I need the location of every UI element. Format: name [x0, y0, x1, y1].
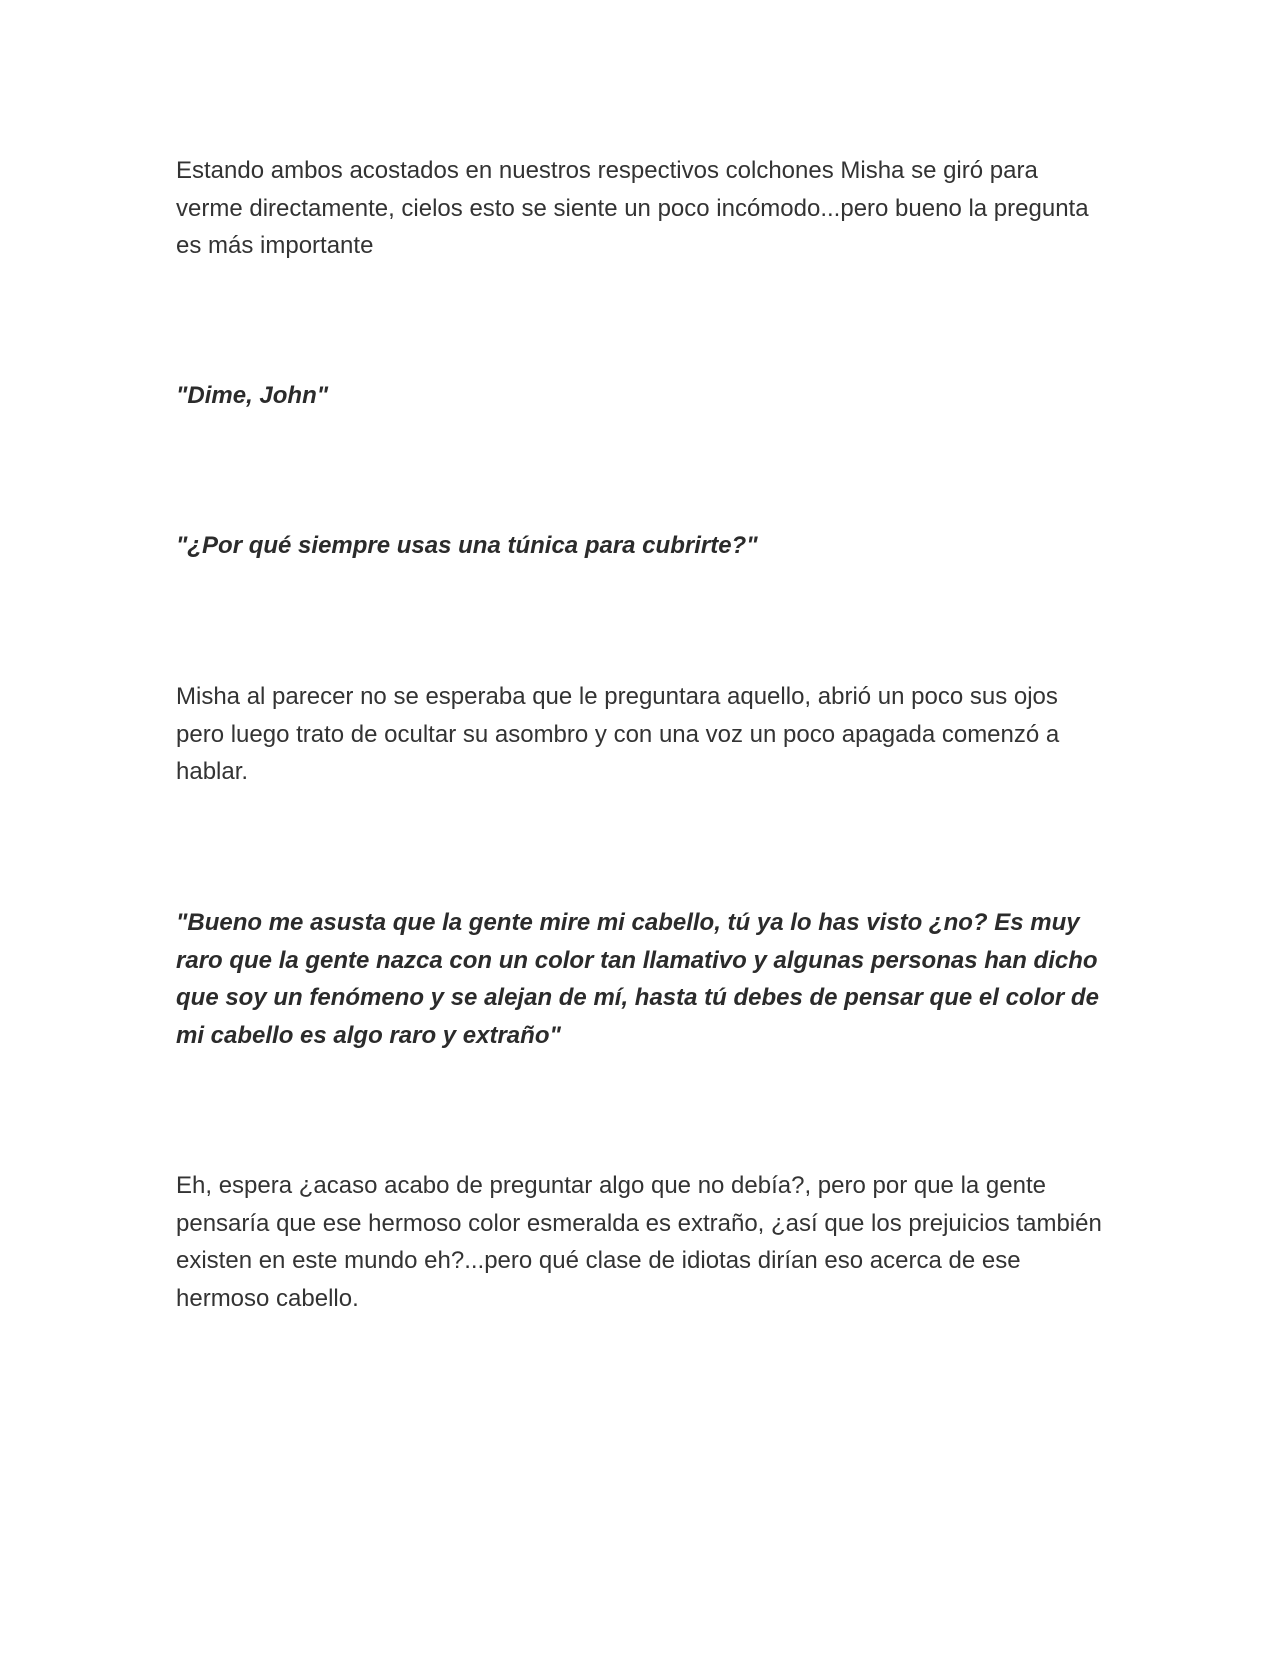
paragraph-narration-1: Estando ambos acostados en nuestros respectivos colchones Misha se giró para verme directamente, cielos esto se siente un poco incómodo...pero bueno la pregunta es más importante	[176, 157, 1089, 259]
paragraph-narration-3: Eh, espera ¿acaso acabo de preguntar algo que no debía?, pero por que la gente pensaría que ese hermoso color esmeralda es extraño, ¿así que los prejuicios también existen en este mundo eh?...pero qué clase de idiotas dirían eso acerca de ese hermoso cabello.	[176, 1172, 1102, 1312]
paragraph-dialogue-1: "Dime, John"	[176, 382, 329, 409]
paragraph-narration-2: Misha al parecer no se esperaba que le preguntara aquello, abrió un poco sus ojos pero luego trato de ocultar su asombro y con una voz un poco apagada comenzó a hablar.	[176, 683, 1060, 785]
paragraph-dialogue-2: "¿Por qué siempre usas una túnica para cubrirte?"	[176, 532, 758, 559]
paragraph-dialogue-3: "Bueno me asusta que la gente mire mi cabello, tú ya lo has visto ¿no? Es muy raro que la gente nazca con un color tan llamativo y algunas personas han dicho que soy un fenómeno y se alejan de mí, hasta tú debes de pensar que el color de mi cabello es algo raro y extraño"	[176, 909, 1099, 1049]
